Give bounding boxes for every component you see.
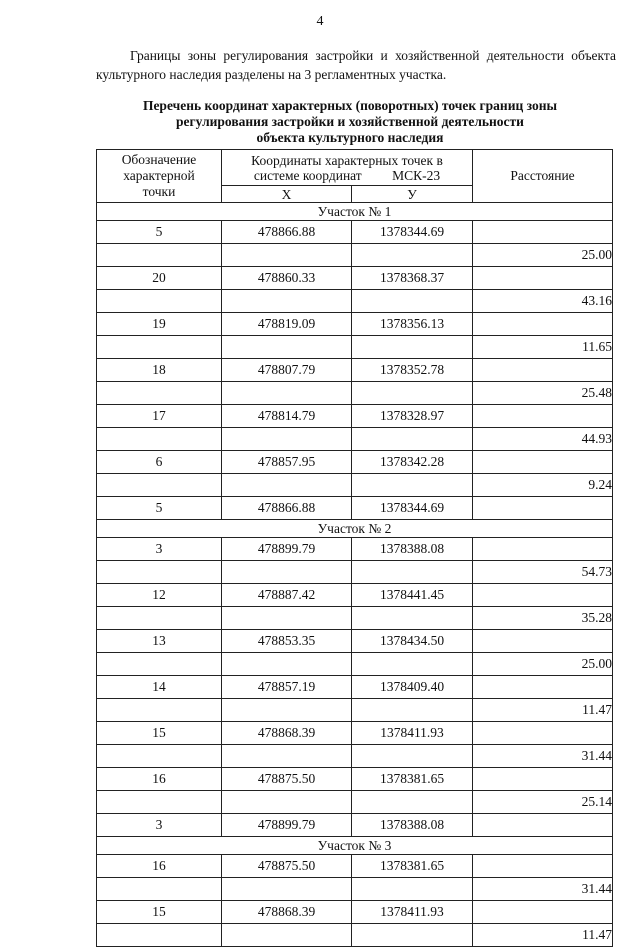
table-row <box>97 359 613 382</box>
distance-cell: 25.48 <box>473 382 613 405</box>
header-designation-line: Обозначение <box>121 152 197 167</box>
table-title-line: регулирования застройки и хозяйственной деятельности <box>176 114 524 129</box>
empty-cell <box>222 607 352 630</box>
table-row <box>97 584 613 607</box>
table-row <box>97 630 613 653</box>
table-row <box>97 768 613 791</box>
section-row <box>97 520 613 538</box>
empty-cell <box>222 924 352 947</box>
distance-empty-cell <box>473 855 613 878</box>
x-coordinate-cell: 478875.50 <box>222 855 352 878</box>
empty-cell <box>352 428 473 451</box>
empty-cell <box>352 924 473 947</box>
distance-cell: 11.47 <box>473 924 613 947</box>
empty-cell <box>97 607 222 630</box>
table-title-line: Перечень координат характерных (поворотных) точек границ зоны <box>142 98 558 113</box>
distance-cell: 44.93 <box>473 428 613 451</box>
distance-row <box>97 607 613 630</box>
x-coordinate-cell: 478860.33 <box>222 267 352 290</box>
table-row <box>97 267 613 290</box>
empty-cell <box>97 244 222 267</box>
point-number-cell: 14 <box>97 676 222 699</box>
y-coordinate-cell: 1378381.65 <box>352 768 473 791</box>
header-coordinates-system: системе координат <box>253 167 362 183</box>
table-row <box>97 405 613 428</box>
empty-cell <box>97 653 222 676</box>
distance-cell: 35.28 <box>473 607 613 630</box>
y-coordinate-cell: 1378344.69 <box>352 497 473 520</box>
empty-cell <box>222 745 352 768</box>
empty-cell <box>222 382 352 405</box>
distance-row <box>97 745 613 768</box>
distance-empty-cell <box>473 768 613 791</box>
y-coordinate-cell: 1378342.28 <box>352 451 473 474</box>
y-coordinate-cell: 1378409.40 <box>352 676 473 699</box>
empty-cell <box>352 382 473 405</box>
x-coordinate-cell: 478819.09 <box>222 313 352 336</box>
table-row <box>97 814 613 837</box>
x-coordinate-cell: 478899.79 <box>222 538 352 561</box>
empty-cell <box>222 699 352 722</box>
table-title <box>100 98 600 146</box>
empty-cell <box>222 653 352 676</box>
distance-row <box>97 924 613 947</box>
header-x: Х <box>222 186 352 203</box>
empty-cell <box>97 290 222 313</box>
empty-cell <box>352 745 473 768</box>
distance-empty-cell <box>473 676 613 699</box>
table-row <box>97 676 613 699</box>
empty-cell <box>97 699 222 722</box>
coordinates-table <box>96 149 613 947</box>
point-number-cell: 16 <box>97 768 222 791</box>
point-number-cell: 18 <box>97 359 222 382</box>
y-coordinate-cell: 1378328.97 <box>352 405 473 428</box>
point-number-cell: 16 <box>97 855 222 878</box>
header-coordinates-line2 <box>222 168 472 183</box>
x-coordinate-cell: 478853.35 <box>222 630 352 653</box>
header-y: У <box>352 186 473 203</box>
point-number-cell: 5 <box>97 221 222 244</box>
section-row <box>97 837 613 855</box>
point-number-cell: 15 <box>97 901 222 924</box>
header-designation <box>97 150 222 203</box>
distance-cell: 43.16 <box>473 290 613 313</box>
point-number-cell: 3 <box>97 538 222 561</box>
empty-cell <box>222 244 352 267</box>
point-number-cell: 12 <box>97 584 222 607</box>
point-number-cell: 20 <box>97 267 222 290</box>
empty-cell <box>97 561 222 584</box>
empty-cell <box>97 336 222 359</box>
distance-row <box>97 428 613 451</box>
empty-cell <box>97 878 222 901</box>
point-number-cell: 15 <box>97 722 222 745</box>
y-coordinate-cell: 1378356.13 <box>352 313 473 336</box>
distance-empty-cell <box>473 538 613 561</box>
distance-empty-cell <box>473 405 613 428</box>
page-number: 4 <box>316 14 324 29</box>
empty-cell <box>352 474 473 497</box>
distance-cell: 9.24 <box>473 474 613 497</box>
empty-cell <box>97 791 222 814</box>
distance-row <box>97 561 613 584</box>
point-number-cell: 17 <box>97 405 222 428</box>
empty-cell <box>97 924 222 947</box>
x-coordinate-cell: 478857.19 <box>222 676 352 699</box>
distance-row <box>97 474 613 497</box>
distance-cell: 11.47 <box>473 699 613 722</box>
distance-cell: 31.44 <box>473 745 613 768</box>
x-coordinate-cell: 478868.39 <box>222 722 352 745</box>
table-row <box>97 313 613 336</box>
distance-empty-cell <box>473 451 613 474</box>
table-title-line: объекта культурного наследия <box>256 130 444 145</box>
table-row <box>97 855 613 878</box>
x-coordinate-cell: 478899.79 <box>222 814 352 837</box>
distance-empty-cell <box>473 267 613 290</box>
y-coordinate-cell: 1378388.08 <box>352 538 473 561</box>
point-number-cell: 3 <box>97 814 222 837</box>
distance-empty-cell <box>473 901 613 924</box>
table-row <box>97 538 613 561</box>
table-row <box>97 451 613 474</box>
x-coordinate-cell: 478887.42 <box>222 584 352 607</box>
y-coordinate-cell: 1378411.93 <box>352 901 473 924</box>
intro-paragraph: Границы зоны регулирования застройки и хозяйственной деятельности объекта культурного наследия разделены на 3 регламентных участка. <box>96 48 616 82</box>
x-coordinate-cell: 478866.88 <box>222 221 352 244</box>
header-designation-line: характерной <box>123 168 195 183</box>
distance-row <box>97 290 613 313</box>
x-coordinate-cell: 478868.39 <box>222 901 352 924</box>
header-coordinates-msk: МСК-23 <box>392 167 441 183</box>
distance-empty-cell <box>473 814 613 837</box>
point-number-cell: 6 <box>97 451 222 474</box>
empty-cell <box>222 791 352 814</box>
distance-empty-cell <box>473 722 613 745</box>
distance-cell: 25.00 <box>473 653 613 676</box>
distance-empty-cell <box>473 313 613 336</box>
empty-cell <box>97 745 222 768</box>
distance-empty-cell <box>473 497 613 520</box>
y-coordinate-cell: 1378441.45 <box>352 584 473 607</box>
y-coordinate-cell: 1378352.78 <box>352 359 473 382</box>
y-coordinate-cell: 1378388.08 <box>352 814 473 837</box>
y-coordinate-cell: 1378411.93 <box>352 722 473 745</box>
table-row <box>97 497 613 520</box>
y-coordinate-cell: 1378368.37 <box>352 267 473 290</box>
distance-cell: 25.14 <box>473 791 613 814</box>
section-row <box>97 203 613 221</box>
table-row <box>97 722 613 745</box>
section-label: Участок № 2 <box>97 520 613 538</box>
distance-empty-cell <box>473 221 613 244</box>
x-coordinate-cell: 478814.79 <box>222 405 352 428</box>
header-coordinates-line1: Координаты характерных точек в <box>251 152 443 168</box>
empty-cell <box>97 474 222 497</box>
empty-cell <box>352 336 473 359</box>
x-coordinate-cell: 478875.50 <box>222 768 352 791</box>
point-number-cell: 5 <box>97 497 222 520</box>
empty-cell <box>222 474 352 497</box>
table-row <box>97 901 613 924</box>
x-coordinate-cell: 478857.95 <box>222 451 352 474</box>
distance-row <box>97 653 613 676</box>
header-designation-line: точки <box>142 184 176 199</box>
empty-cell <box>352 653 473 676</box>
empty-cell <box>352 561 473 584</box>
y-coordinate-cell: 1378344.69 <box>352 221 473 244</box>
distance-row <box>97 244 613 267</box>
empty-cell <box>352 244 473 267</box>
distance-empty-cell <box>473 630 613 653</box>
empty-cell <box>222 561 352 584</box>
x-coordinate-cell: 478807.79 <box>222 359 352 382</box>
distance-row <box>97 878 613 901</box>
distance-cell: 31.44 <box>473 878 613 901</box>
section-label: Участок № 3 <box>97 837 613 855</box>
distance-row <box>97 791 613 814</box>
empty-cell <box>222 428 352 451</box>
empty-cell <box>352 791 473 814</box>
empty-cell <box>222 878 352 901</box>
empty-cell <box>222 336 352 359</box>
y-coordinate-cell: 1378434.50 <box>352 630 473 653</box>
point-number-cell: 19 <box>97 313 222 336</box>
distance-empty-cell <box>473 359 613 382</box>
y-coordinate-cell: 1378381.65 <box>352 855 473 878</box>
distance-cell: 54.73 <box>473 561 613 584</box>
empty-cell <box>97 428 222 451</box>
section-label: Участок № 1 <box>97 203 613 221</box>
distance-empty-cell <box>473 584 613 607</box>
header-distance: Расстояние <box>473 150 613 203</box>
distance-row <box>97 382 613 405</box>
distance-cell: 25.00 <box>473 244 613 267</box>
distance-row <box>97 336 613 359</box>
table-body <box>97 203 613 947</box>
distance-row <box>97 699 613 722</box>
empty-cell <box>352 290 473 313</box>
empty-cell <box>97 382 222 405</box>
empty-cell <box>352 878 473 901</box>
empty-cell <box>352 607 473 630</box>
distance-cell: 11.65 <box>473 336 613 359</box>
table-row <box>97 221 613 244</box>
header-coordinates <box>222 150 473 186</box>
point-number-cell: 13 <box>97 630 222 653</box>
empty-cell <box>352 699 473 722</box>
x-coordinate-cell: 478866.88 <box>222 497 352 520</box>
empty-cell <box>222 290 352 313</box>
